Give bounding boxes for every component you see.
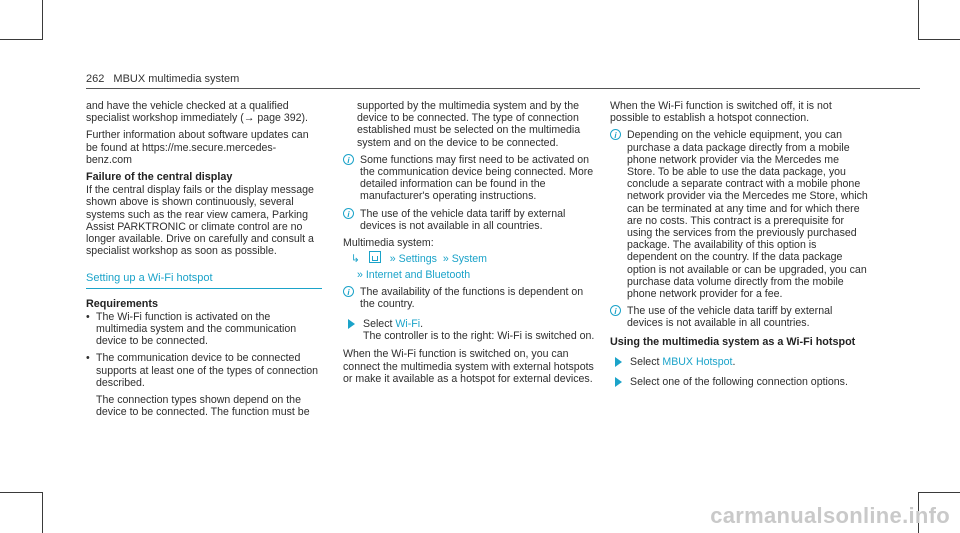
using-heading: Using the multimedia system as a Wi-Fi hotspot	[610, 335, 856, 348]
crop-mark	[0, 39, 42, 40]
info-note: i The availability of the functions is dependent on the country.	[343, 286, 595, 310]
info-note: i The use of the vehicle data tariff by external devices is not available in all countries.	[343, 208, 595, 232]
wifi-option: Wi-Fi	[395, 318, 421, 331]
menu-path-2	[343, 269, 595, 281]
path-separator-icon: »	[357, 269, 363, 282]
failure-text: If the central display fails or the display message shown above is shown continuously, several systems such as the rear view camera, Parking Assist PARKTRONIC or climate control are no longer available. Drive on carefully and consult a specialist workshop as soon as possible.	[86, 184, 314, 258]
path-system: System	[451, 253, 488, 266]
action-step: Select Wi-Fi. The controller is to the right: Wi-Fi is switched on.	[343, 318, 595, 342]
page-header	[86, 73, 239, 85]
crop-mark	[918, 492, 960, 493]
intro-text: and have the vehicle checked at a qualified specialist workshop immediately (→ page 392).	[86, 100, 308, 125]
requirements-heading: Requirements	[86, 297, 158, 310]
switched-on-text: When the Wi-Fi function is switched on, you can connect the multimedia system with external hotspots or make it available as a hotspot for external devices.	[343, 348, 594, 385]
crop-mark	[42, 0, 43, 40]
failure-heading: Failure of the central display	[86, 171, 233, 184]
section-title: Setting up a Wi-Fi hotspot	[86, 272, 322, 288]
info-note: i The use of the vehicle data tariff by external devices is not available in all countries.	[610, 305, 868, 329]
column-left	[86, 100, 322, 423]
home-icon	[369, 251, 381, 263]
path-settings: Settings	[398, 253, 437, 266]
path-separator-icon: »	[389, 253, 396, 266]
crop-mark	[42, 492, 43, 533]
updates-text: Further information about software updates can be found at https://me.secure.mercedes-benz.com	[86, 129, 309, 166]
requirement-item: • The communication device to be connected supports at least one of the types of connection described.	[86, 352, 322, 389]
info-icon: i	[343, 286, 354, 297]
page-number: 262	[86, 73, 105, 85]
column-middle	[343, 100, 595, 390]
info-icon: i	[610, 129, 621, 140]
info-icon: i	[343, 208, 354, 219]
requirement-subtext: The connection types shown depend on the device to be connected. The function must be	[96, 394, 310, 419]
arrow-right-icon	[615, 377, 622, 387]
crop-mark	[918, 0, 919, 40]
path-internet: Internet and Bluetooth	[365, 269, 471, 282]
info-note: i Depending on the vehicle equipment, you can purchase a data package directly from a mobile phone network provider via the Mercedes me Store. To be able to use the data package, you conclude a separate contract with a mobile phone network provider via the Mercedes me Store, which can be terminated at any time and for which there are no costs. This contract is a prerequisite for using the services from the previously purchased package. The availability of this option is dependent on the country. If the data package option is not available or can be upgraded, you can purchase data volume directly from the mobile phone network provider for a fee.	[610, 129, 868, 300]
info-icon: i	[610, 305, 621, 316]
action-step: Select one of the following connection options.	[610, 376, 868, 388]
info-note: i Some functions may first need to be activated on the communication device being connected. More detailed information can be found in the manufacturer's operating instructions.	[343, 154, 595, 203]
continued-text: supported by the multimedia system and by the device to be connected. The type of connection established must be selected on the multimedia system and on the device to be connected.	[357, 100, 581, 149]
header-divider	[86, 88, 920, 89]
crop-mark	[918, 39, 960, 40]
path-arrow-icon: ↳	[351, 253, 360, 266]
page-title: MBUX multimedia system	[113, 73, 240, 85]
multimedia-label: Multimedia system:	[343, 237, 434, 250]
watermark: carmanualsonline.info	[710, 503, 950, 528]
menu-path	[343, 251, 595, 265]
mbux-hotspot-option: MBUX Hotspot	[662, 355, 733, 368]
requirement-item: • The Wi-Fi function is activated on the multimedia system and the communication device to be connected.	[86, 311, 322, 348]
controller-text: The controller is to the right: Wi-Fi is switched on.	[363, 330, 595, 343]
arrow-right-icon	[348, 319, 355, 329]
action-step: Select MBUX Hotspot.	[610, 356, 868, 368]
column-right	[610, 100, 868, 394]
path-separator-icon: »	[442, 253, 449, 266]
info-icon: i	[343, 154, 354, 165]
crop-mark	[0, 492, 42, 493]
switched-off-text: When the Wi-Fi function is switched off, it is not possible to establish a hotspot connection.	[610, 100, 832, 125]
arrow-right-icon	[615, 357, 622, 367]
